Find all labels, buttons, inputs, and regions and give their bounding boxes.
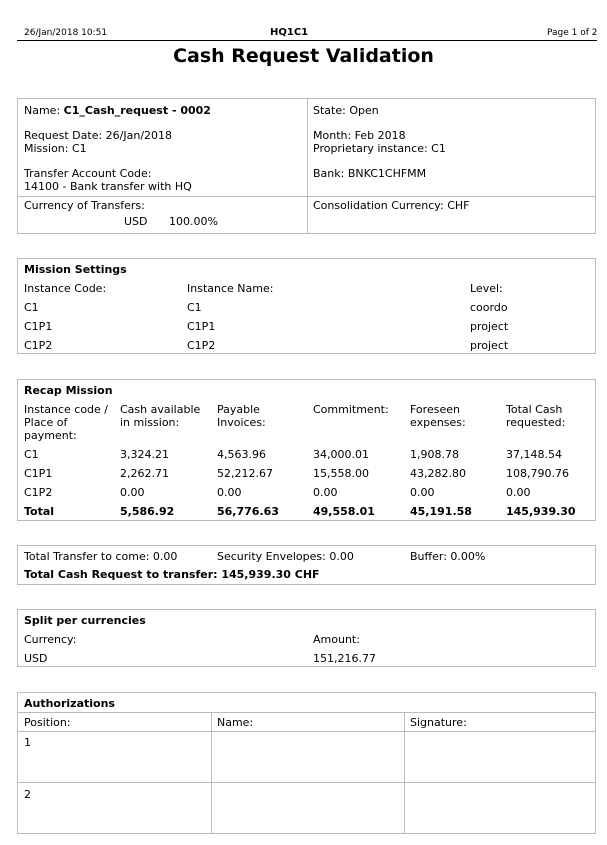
mission: Mission: C1 [24, 142, 87, 155]
auth-row-position: 1 [24, 736, 31, 749]
recap-cell: 52,212.67 [217, 467, 273, 480]
bank: Bank: BNKC1CHFMM [313, 167, 427, 180]
auth-signature-label: Signature: [410, 716, 467, 729]
ms-row-level: coordo [470, 301, 508, 314]
request-date: Request Date: 26/Jan/2018 [24, 129, 173, 142]
recap-header: Commitment: [313, 403, 389, 416]
currency-label: Currency: [24, 633, 77, 646]
instance-code: HQ1C1 [270, 27, 309, 38]
ms-row-level: project [470, 339, 509, 352]
currency-percent: 100.00% [169, 215, 218, 228]
total-cash-request: Total Cash Request to transfer: 145,939.30 CHF [24, 568, 320, 581]
recap-total-cell: 5,586.92 [120, 505, 175, 518]
recap-cell: 0.00 [313, 486, 338, 499]
mission-settings-box [17, 258, 596, 354]
ms-row-code: C1 [24, 301, 39, 314]
recap-cell: 2,262.71 [120, 467, 169, 480]
auth-name-label: Name: [217, 716, 254, 729]
recap-cell: 0.00 [506, 486, 531, 499]
ms-row-code: C1P1 [24, 320, 53, 333]
section-title: Mission Settings [24, 263, 127, 276]
recap-cell: 0.00 [217, 486, 242, 499]
totals-box [17, 545, 596, 585]
recap-cell: 1,908.78 [410, 448, 459, 461]
split-amount: 151,216.77 [313, 652, 376, 665]
recap-cell: 0.00 [120, 486, 145, 499]
col-instance-code: Instance Code: [24, 282, 107, 295]
request-state: State: Open [313, 104, 379, 117]
recap-cell: 4,563.96 [217, 448, 266, 461]
request-name: Name: C1_Cash_request - 0002 [24, 104, 211, 117]
recap-header: Cash available in mission: [120, 403, 201, 429]
page-number: Page 1 of 2 [547, 28, 598, 38]
recap-cell: C1P1 [24, 467, 53, 480]
recap-total-cell: 49,558.01 [313, 505, 375, 518]
auth-position-label: Position: [24, 716, 71, 729]
ms-row-name: C1P1 [187, 320, 216, 333]
ms-row-code: C1P2 [24, 339, 53, 352]
recap-cell: C1 [24, 448, 39, 461]
print-datetime: 26/Jan/2018 10:51 [24, 28, 108, 38]
split-currencies-box [17, 609, 596, 667]
ms-row-level: project [470, 320, 509, 333]
recap-cell: 3,324.21 [120, 448, 169, 461]
amount-label: Amount: [313, 633, 360, 646]
recap-cell: 0.00 [410, 486, 435, 499]
recap-cell: C1P2 [24, 486, 53, 499]
split-currency: USD [24, 652, 48, 665]
recap-header: Foreseen expenses: [410, 403, 466, 429]
currency-code: USD [124, 215, 148, 228]
recap-cell: 43,282.80 [410, 467, 466, 480]
buffer: Buffer: 0.00% [410, 550, 486, 563]
recap-total-cell: 56,776.63 [217, 505, 279, 518]
proprietary-instance: Proprietary instance: C1 [313, 142, 446, 155]
recap-header: Payable Invoices: [217, 403, 266, 429]
transfer-account-value: 14100 - Bank transfer with HQ [24, 180, 192, 193]
recap-total-cell: 45,191.58 [410, 505, 472, 518]
recap-header: Total Cash requested: [506, 403, 566, 429]
section-title: Authorizations [24, 697, 115, 710]
recap-cell: 15,558.00 [313, 467, 369, 480]
recap-total-cell: Total [24, 505, 55, 518]
col-instance-name: Instance Name: [187, 282, 274, 295]
recap-cell: 108,790.76 [506, 467, 569, 480]
recap-cell: 34,000.01 [313, 448, 369, 461]
ms-row-name: C1 [187, 301, 202, 314]
section-title: Recap Mission [24, 384, 113, 397]
recap-cell: 37,148.54 [506, 448, 562, 461]
section-title: Split per currencies [24, 614, 146, 627]
month: Month: Feb 2018 [313, 129, 406, 142]
recap-header: Instance code / Place of payment: [24, 403, 109, 442]
currency-transfers-label: Currency of Transfers: [24, 199, 145, 212]
page-title: Cash Request Validation [173, 45, 434, 67]
ms-row-name: C1P2 [187, 339, 216, 352]
col-level: Level: [470, 282, 503, 295]
auth-row-position: 2 [24, 788, 31, 801]
security-envelopes: Security Envelopes: 0.00 [217, 550, 354, 563]
recap-total-cell: 145,939.30 [506, 505, 576, 518]
consolidation-currency: Consolidation Currency: CHF [313, 199, 470, 212]
transfer-account-label: Transfer Account Code: [24, 167, 152, 180]
request-info-box [17, 98, 596, 234]
total-transfer-to-come: Total Transfer to come: 0.00 [24, 550, 178, 563]
recap-mission-box [17, 379, 596, 521]
authorizations-box [17, 692, 596, 834]
header-divider [17, 40, 597, 41]
